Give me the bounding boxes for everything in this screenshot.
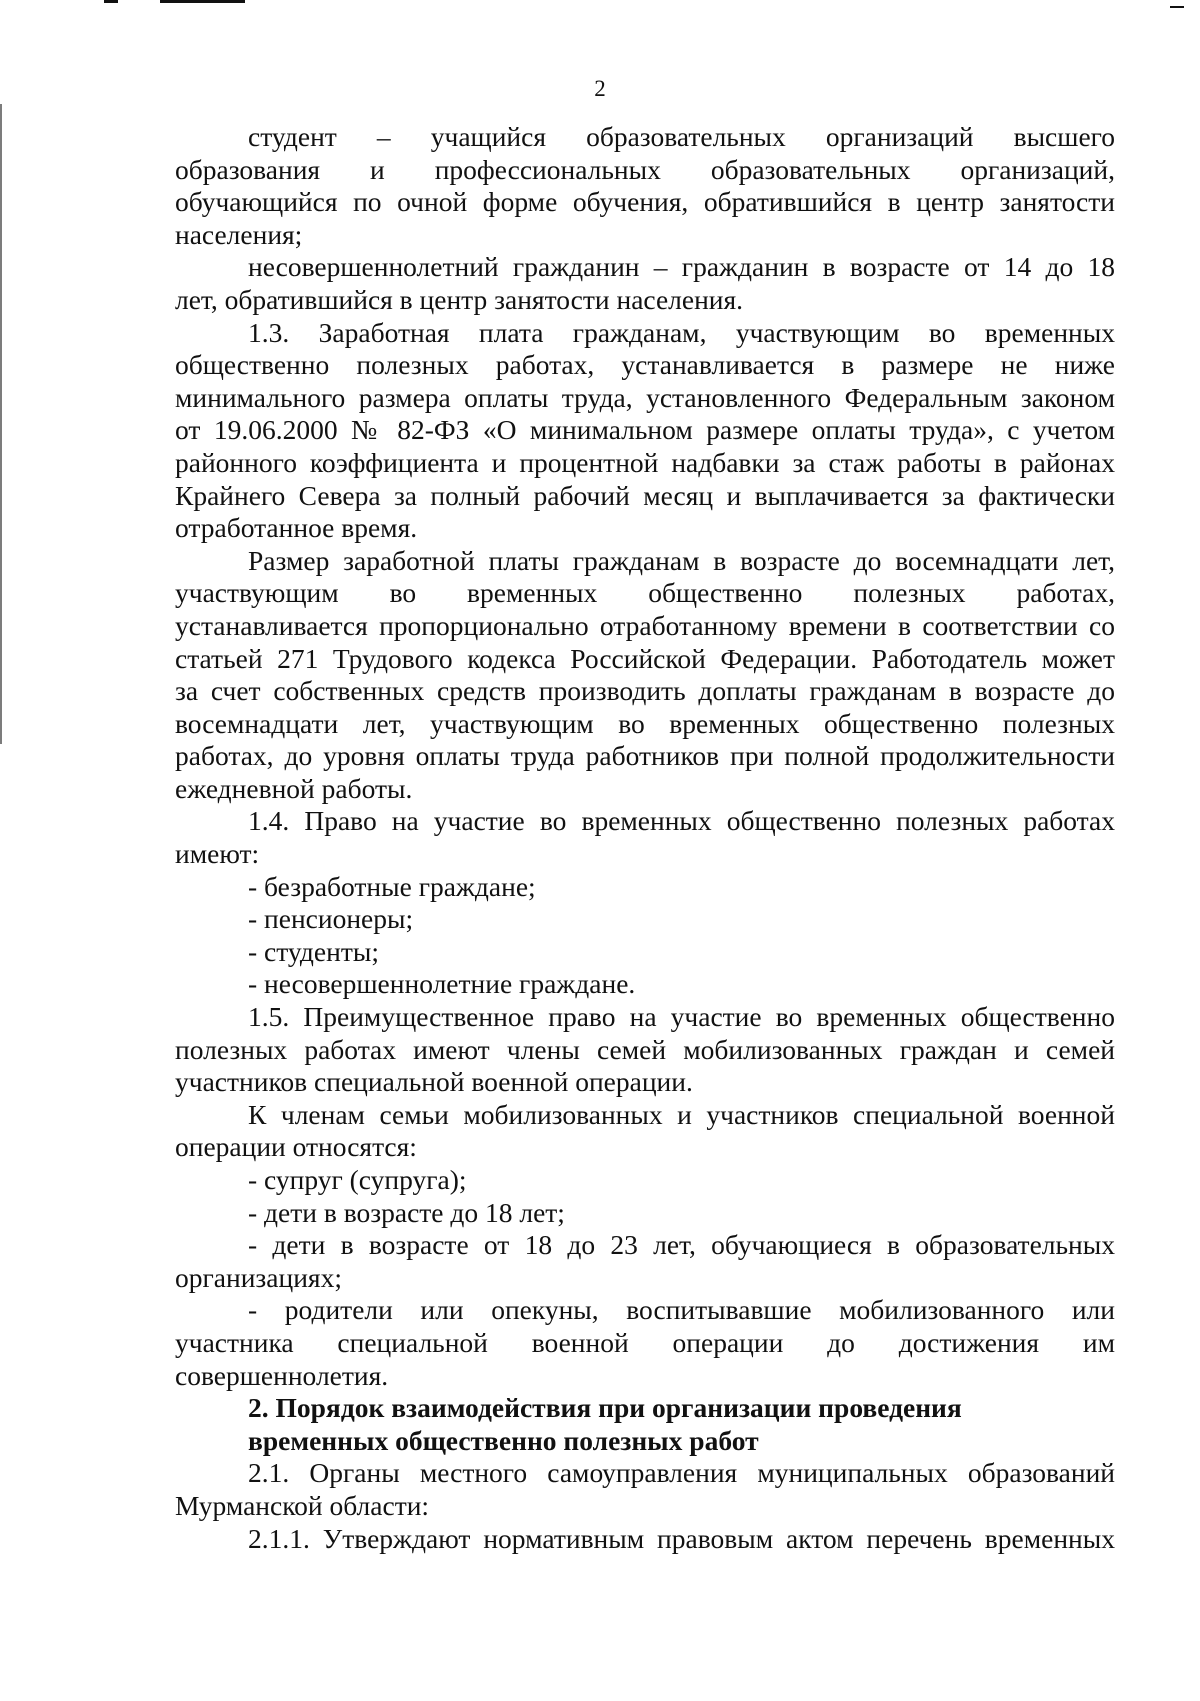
text-line: 1.4. Право на участие во временных общественно полезных работах <box>248 805 1115 837</box>
list-family-members <box>175 1294 1115 1392</box>
text-line: Крайнего Севера за полный рабочий месяц и выплачивается за фактически <box>175 479 1115 511</box>
text-line: образования и профессиональных образовательных организаций, <box>175 153 1115 185</box>
paragraph-2-1 <box>175 1457 1115 1522</box>
list-item: - дети в возрасте от 18 до 23 лет, обучающиеся в образовательных <box>248 1229 1115 1261</box>
text-line: совершеннолетия. <box>175 1359 389 1391</box>
list-eligible-citizens <box>175 871 1115 904</box>
text-line: 2.1.1. Утверждают нормативным правовым актом перечень временных <box>248 1522 1115 1554</box>
paragraph-1-4 <box>175 805 1115 870</box>
list-family-members <box>175 1197 1115 1230</box>
text-line: обучающийся по очной форме обучения, обратившийся в центр занятости <box>175 186 1115 218</box>
scan-mark-top-left <box>104 0 118 3</box>
text-line: операции относятся: <box>175 1131 417 1163</box>
list-eligible-citizens <box>175 936 1115 969</box>
list-item: - супруг (супруга); <box>248 1164 467 1195</box>
text-line: Размер заработной платы гражданам в возрасте до восемнадцати лет, <box>248 544 1115 576</box>
text-line: участвующим во временных общественно полезных работах, <box>175 577 1115 609</box>
text-line: за счет собственных средств производить доплаты гражданам в возрасте до <box>175 675 1115 707</box>
paragraph-2-1-1 <box>175 1523 1115 1556</box>
text-line: районного коэффициента и процентной надбавки за стаж работы в районах <box>175 446 1115 478</box>
text-line: минимального размера оплаты труда, установленного Федеральным законом <box>175 381 1115 413</box>
text-line: имеют: <box>175 838 260 870</box>
text-line: ежедневной работы. <box>175 772 413 804</box>
list-item: - студенты; <box>248 935 379 967</box>
text-line: работах, до уровня оплаты труда работников при полной продолжительности <box>175 740 1115 772</box>
text-line: отработанное время. <box>175 512 418 544</box>
scan-edge-left <box>0 104 2 744</box>
document-body <box>175 121 1115 1555</box>
paragraph-student-definition <box>175 121 1115 251</box>
paragraph-minor-definition <box>175 251 1115 316</box>
section-heading-line: 2. Порядок взаимодействия при организации проведения <box>248 1392 962 1424</box>
list-eligible-citizens <box>175 968 1115 1001</box>
text-line: 2.1. Органы местного самоуправления муниципальных образований <box>248 1457 1115 1489</box>
text-line: устанавливается пропорционально отработанному времени в соответствии со <box>175 609 1115 641</box>
text-line: лет, обратившийся в центр занятости населения. <box>175 283 744 315</box>
text-line: 1.5. Преимущественное право на участие во временных общественно <box>248 1001 1115 1033</box>
text-line: несовершеннолетний гражданин – гражданин в возрасте от 14 до 18 <box>248 251 1115 283</box>
text-line: Мурманской области: <box>175 1489 430 1521</box>
paragraph-wage-minors <box>175 545 1115 806</box>
text-line: организациях; <box>175 1261 342 1293</box>
text-line: 1.3. Заработная плата гражданам, участвующим во временных <box>248 316 1115 348</box>
list-item: - несовершеннолетние граждане. <box>248 968 636 1000</box>
paragraph-1-5 <box>175 1001 1115 1099</box>
list-family-members <box>175 1164 1115 1197</box>
list-item: - пенсионеры; <box>248 903 414 935</box>
page-number: 2 <box>594 76 606 101</box>
list-family-members <box>175 1229 1115 1294</box>
text-line: статьей 271 Трудового кодекса Российской Федерации. Работодатель может <box>175 642 1115 674</box>
paragraph-family-members <box>175 1099 1115 1164</box>
text-line: восемнадцати лет, участвующим во временных общественно полезных <box>175 707 1115 739</box>
list-item: - дети в возрасте до 18 лет; <box>248 1196 565 1228</box>
section-heading <box>175 1392 1115 1457</box>
scan-mark-top-right <box>1170 6 1184 8</box>
text-line: студент – учащийся образовательных организаций высшего <box>248 121 1115 152</box>
text-line: общественно полезных работах, устанавливается в размере не ниже <box>175 349 1115 381</box>
paragraph-1-3 <box>175 317 1115 545</box>
scan-mark-top <box>160 0 245 3</box>
text-line: населения; <box>175 218 303 250</box>
text-line: от 19.06.2000 № 82-ФЗ «О минимальном размере оплаты труда», с учетом <box>175 414 1115 446</box>
list-item: - родители или опекуны, воспитывавшие мобилизованного или <box>248 1294 1115 1326</box>
list-eligible-citizens <box>175 903 1115 936</box>
text-line: К членам семьи мобилизованных и участников специальной военной <box>248 1098 1115 1130</box>
text-line: участника специальной военной операции до достижения им <box>175 1326 1115 1358</box>
text-line: полезных работах имеют члены семей мобилизованных граждан и семей <box>175 1033 1115 1065</box>
text-line: участников специальной военной операции. <box>175 1066 693 1098</box>
section-heading-line: временных общественно полезных работ <box>248 1424 759 1456</box>
list-item: - безработные граждане; <box>248 870 536 902</box>
